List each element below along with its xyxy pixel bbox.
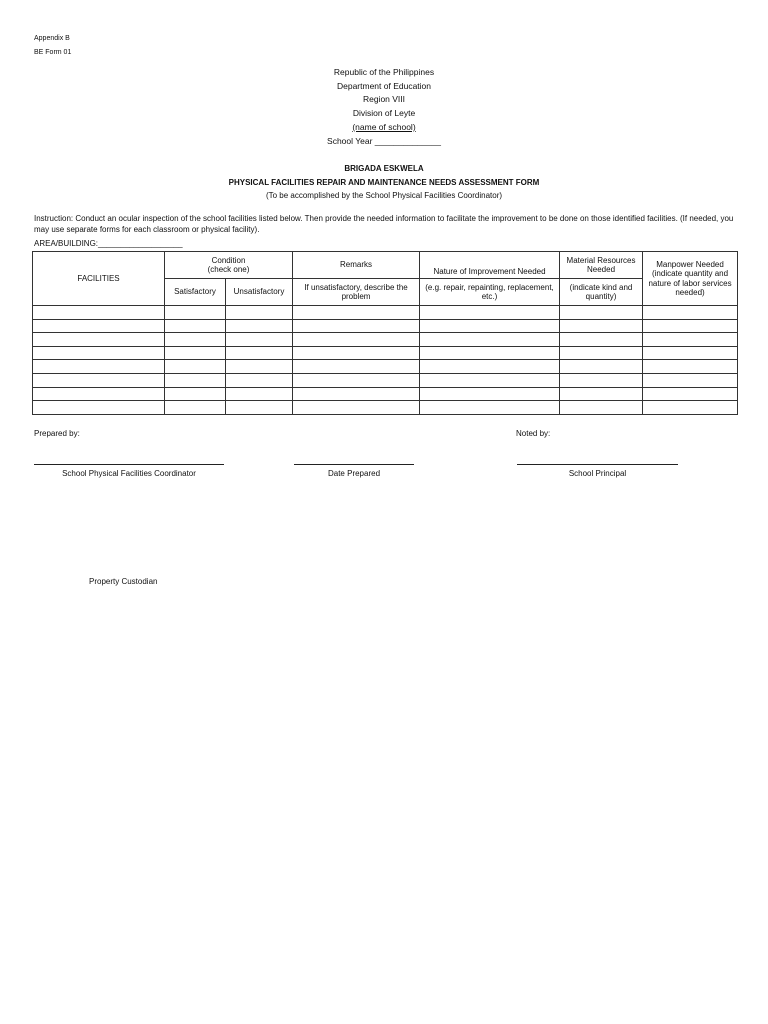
table-row xyxy=(33,346,738,360)
condition-header xyxy=(165,252,293,279)
form-code: BE Form 01 xyxy=(34,49,72,56)
appendix-label: Appendix B xyxy=(34,35,70,42)
manpower-note: (indicate quantity and nature of labor services needed) xyxy=(648,269,732,297)
table-row xyxy=(33,401,738,415)
noted-by-label: Noted by: xyxy=(516,429,551,438)
instruction-text: Instruction: Conduct an ocular inspection of the school facilities listed below. Then provide the needed information to facilitate the improvement to be done on those identified facilities. (If needed, you may use separate forms for each classroom or physical facility). xyxy=(34,214,734,234)
table-row xyxy=(33,306,738,320)
material-header: Material Resources Needed xyxy=(560,252,643,279)
check-one-label: (check one) xyxy=(207,265,250,274)
condition-label: Condition xyxy=(211,255,246,265)
remarks-header: Remarks xyxy=(293,252,420,279)
property-custodian-label: Property Custodian xyxy=(89,577,158,586)
republic-line: Republic of the Philippines xyxy=(333,67,435,77)
school-year-line: School Year ______________ xyxy=(327,135,441,146)
date-prepared-label: Date Prepared xyxy=(327,469,381,478)
date-prepared-line[interactable] xyxy=(294,464,414,465)
prepared-by-label: Prepared by: xyxy=(34,429,80,438)
table-row xyxy=(33,373,738,387)
department-line: Department of Education xyxy=(336,80,432,91)
material-note: (indicate kind and quantity) xyxy=(560,279,643,306)
table-row xyxy=(33,319,738,333)
satisfactory-header: Satisfactory xyxy=(165,279,226,306)
nature-note: (e.g. repair, repainting, replacement, etc.) xyxy=(420,279,560,306)
facilities-header: FACILITIES xyxy=(33,252,165,306)
unsatisfactory-header: Unsatisfactory xyxy=(226,279,293,306)
coordinator-signature-line[interactable] xyxy=(34,464,224,465)
manpower-header xyxy=(643,252,738,306)
table-row xyxy=(33,333,738,347)
region-line: Region VIII xyxy=(362,94,406,105)
form-titles xyxy=(0,162,768,203)
program-title: BRIGADA ESKWELA xyxy=(344,164,424,173)
school-name-line: (name of school) xyxy=(352,121,416,132)
principal-signature-line[interactable] xyxy=(517,464,678,465)
remarks-note: If unsatisfactory, describe the problem xyxy=(293,279,420,306)
form-title: PHYSICAL FACILITIES REPAIR AND MAINTENANCE NEEDS ASSESSMENT FORM xyxy=(228,177,540,187)
division-line: Division of Leyte xyxy=(352,108,416,119)
form-subtitle: (To be accomplished by the School Physical Facilities Coordinator) xyxy=(265,191,503,200)
table-row xyxy=(33,360,738,374)
table-row xyxy=(33,387,738,401)
nature-header: Nature of Improvement Needed xyxy=(420,252,560,279)
area-building-field: AREA/BUILDING:___________________ xyxy=(34,239,183,248)
manpower-label: Manpower Needed xyxy=(656,259,724,269)
coordinator-label: School Physical Facilities Coordinator xyxy=(62,469,196,478)
assessment-table xyxy=(32,251,738,415)
principal-label: School Principal xyxy=(568,469,627,478)
document-header xyxy=(0,66,768,148)
